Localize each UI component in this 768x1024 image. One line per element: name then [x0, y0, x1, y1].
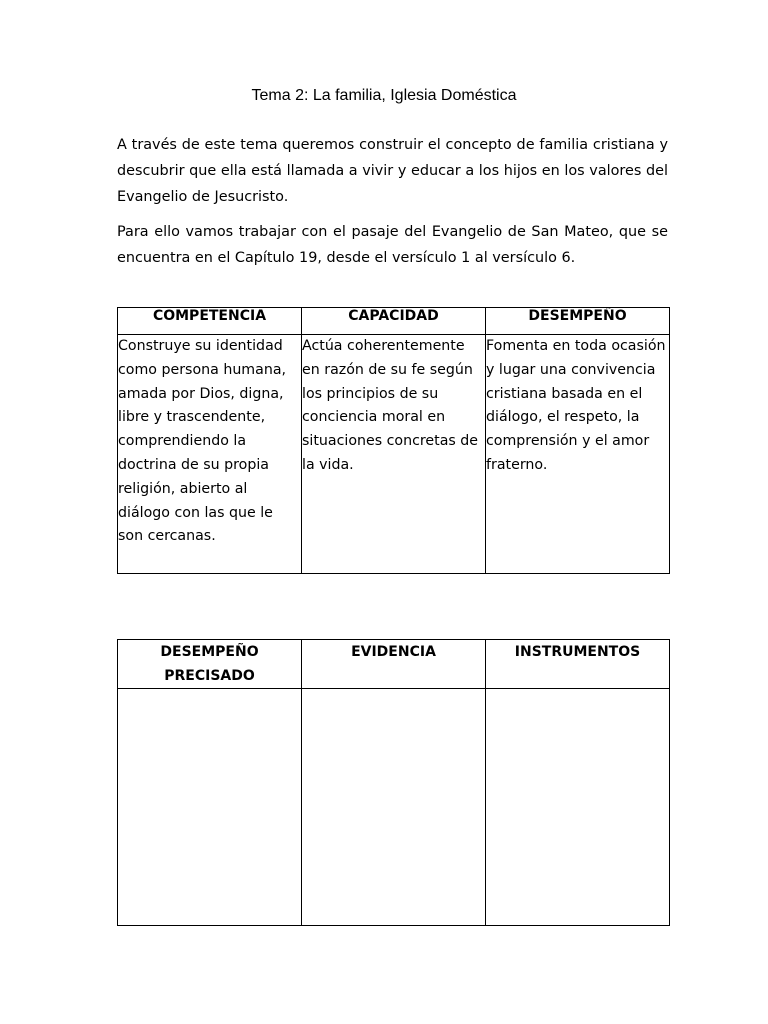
header-competencia: COMPETENCIA — [118, 308, 302, 335]
header-desempeno-precisado: DESEMPEÑO PRECISADO — [118, 640, 302, 689]
table-row — [118, 689, 670, 926]
table-header-row — [118, 308, 670, 335]
header-desempeno: DESEMPEÑO — [486, 308, 670, 335]
table-row — [118, 335, 670, 574]
cell-evidencia[interactable] — [302, 689, 486, 926]
document-title: Tema 2: La familia, Iglesia Doméstica — [251, 87, 517, 104]
header-capacidad: CAPACIDAD — [302, 308, 486, 335]
cell-desempeno-precisado[interactable] — [118, 689, 302, 926]
intro-paragraph: A través de este tema queremos construir el concepto de familia cristiana y descubrir que ella está llamada a vivir y educar a los hijos en los valores del Evangelio de Jesucristo. — [117, 137, 668, 205]
evaluation-table — [117, 639, 670, 926]
cell-desempeno: Fomenta en toda ocasión y lugar una convivencia cristiana basada en el diálogo, el respeto, la comprensión y el amor fraterno. — [486, 335, 670, 574]
header-instrumentos: INSTRUMENTOS — [486, 640, 670, 689]
cell-instrumentos[interactable] — [486, 689, 670, 926]
cell-competencia: Construye su identidad como persona humana, amada por Dios, digna, libre y trascendente, comprendiendo la doctrina de su propia religión, abierto al diálogo con las que le son cercanas. — [118, 335, 302, 574]
table-header-row — [118, 640, 670, 689]
passage-paragraph: Para ello vamos trabajar con el pasaje del Evangelio de San Mateo, que se encuentra en el Capítulo 19, desde el versículo 1 al versículo 6. — [117, 224, 668, 266]
cell-capacidad: Actúa coherentemente en razón de su fe según los principios de su conciencia moral en situaciones concretas de la vida. — [302, 335, 486, 574]
header-evidencia: EVIDENCIA — [302, 640, 486, 689]
competencies-table — [117, 307, 670, 574]
